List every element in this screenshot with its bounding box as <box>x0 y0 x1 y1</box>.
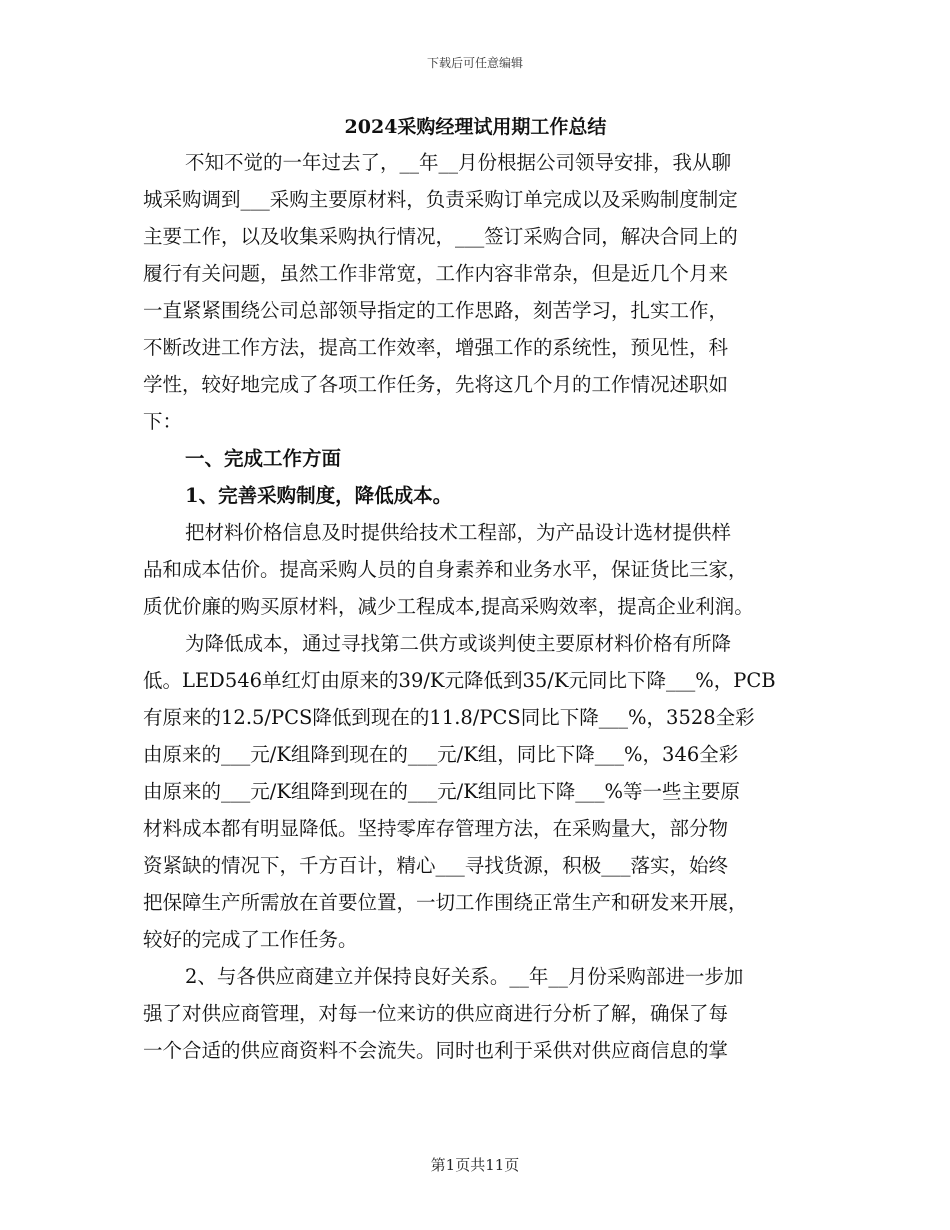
text-line: 材料成本都有明显降低。坚持零库存管理方法，在采购量大，部分物 <box>143 817 729 840</box>
text-line: 较好的完成了工作任务。 <box>143 928 358 951</box>
text-line: 低。LED546单红灯由原来的39/K元降低到35/K元同比下降___%，PCB <box>143 669 776 692</box>
text-line: 下： <box>143 410 183 433</box>
text-line: 把材料价格信息及时提供给技术工程部，为产品设计选材提供样 <box>185 521 732 544</box>
section-heading: 1、完善采购制度，降低成本。 <box>185 484 453 507</box>
section-heading: 一、完成工作方面 <box>185 447 342 470</box>
document-body <box>143 110 808 1069</box>
text-line: 由原来的___元/K组降到现在的___元/K组同比下降___%等一些主要原 <box>143 780 741 803</box>
header-note: 下载后可任意编辑 <box>426 56 523 70</box>
text-line: 主要工作，以及收集采购执行情况，___签订采购合同，解决合同上的 <box>143 225 738 248</box>
text-line: 城采购调到___采购主要原材料，负责采购订单完成以及采购制度制定 <box>143 188 738 211</box>
text-line: 一个合适的供应商资料不会流失。同时也利于采供对供应商信息的掌 <box>143 1039 729 1062</box>
text-line: 有原来的12.5/PCS降低到现在的11.8/PCS同比下降___%，3528全彩 <box>143 706 755 729</box>
text-line: 履行有关问题，虽然工作非常宽，工作内容非常杂，但是近几个月来 <box>143 262 729 285</box>
text-line: 学性，较好地完成了各项工作任务，先将这几个月的工作情况述职如 <box>143 373 729 396</box>
text-line: 强了对供应商管理，对每一位来访的供应商进行分析了解，确保了每 <box>143 1002 729 1025</box>
text-line: 不知不觉的一年过去了，__年__月份根据公司领导安排，我从聊 <box>185 151 732 174</box>
text-line: 由原来的___元/K组降到现在的___元/K组，同比下降___%，346全彩 <box>143 743 739 766</box>
text-line: 为降低成本，通过寻找第二供方或谈判使主要原材料价格有所降 <box>185 632 732 655</box>
text-line: 把保障生产所需放在首要位置，一切工作围绕正常生产和研发来开展， <box>143 891 748 914</box>
document-text <box>143 144 808 1069</box>
text-line: 一直紧紧围绕公司总部领导指定的工作思路，刻苦学习，扎实工作， <box>143 299 729 322</box>
text-line: 2、与各供应商建立并保持良好关系。__年__月份采购部进一步加 <box>185 965 744 988</box>
text-line: 品和成本估价。提高采购人员的自身素养和业务水平，保证货比三家， <box>143 558 748 581</box>
document-title: 2024采购经理试用期工作总结 <box>344 116 607 138</box>
page-footer: 第1页共11页 <box>430 1156 520 1174</box>
text-line: 资紧缺的情况下，千方百计，精心___寻找货源，积极___落实，始终 <box>143 854 729 877</box>
text-line: 不断改进工作方法，提高工作效率，增强工作的系统性，预见性，科 <box>143 336 729 359</box>
text-line: 质优价廉的购买原材料，减少工程成本,提高采购效率，提高企业利润。 <box>143 595 754 618</box>
